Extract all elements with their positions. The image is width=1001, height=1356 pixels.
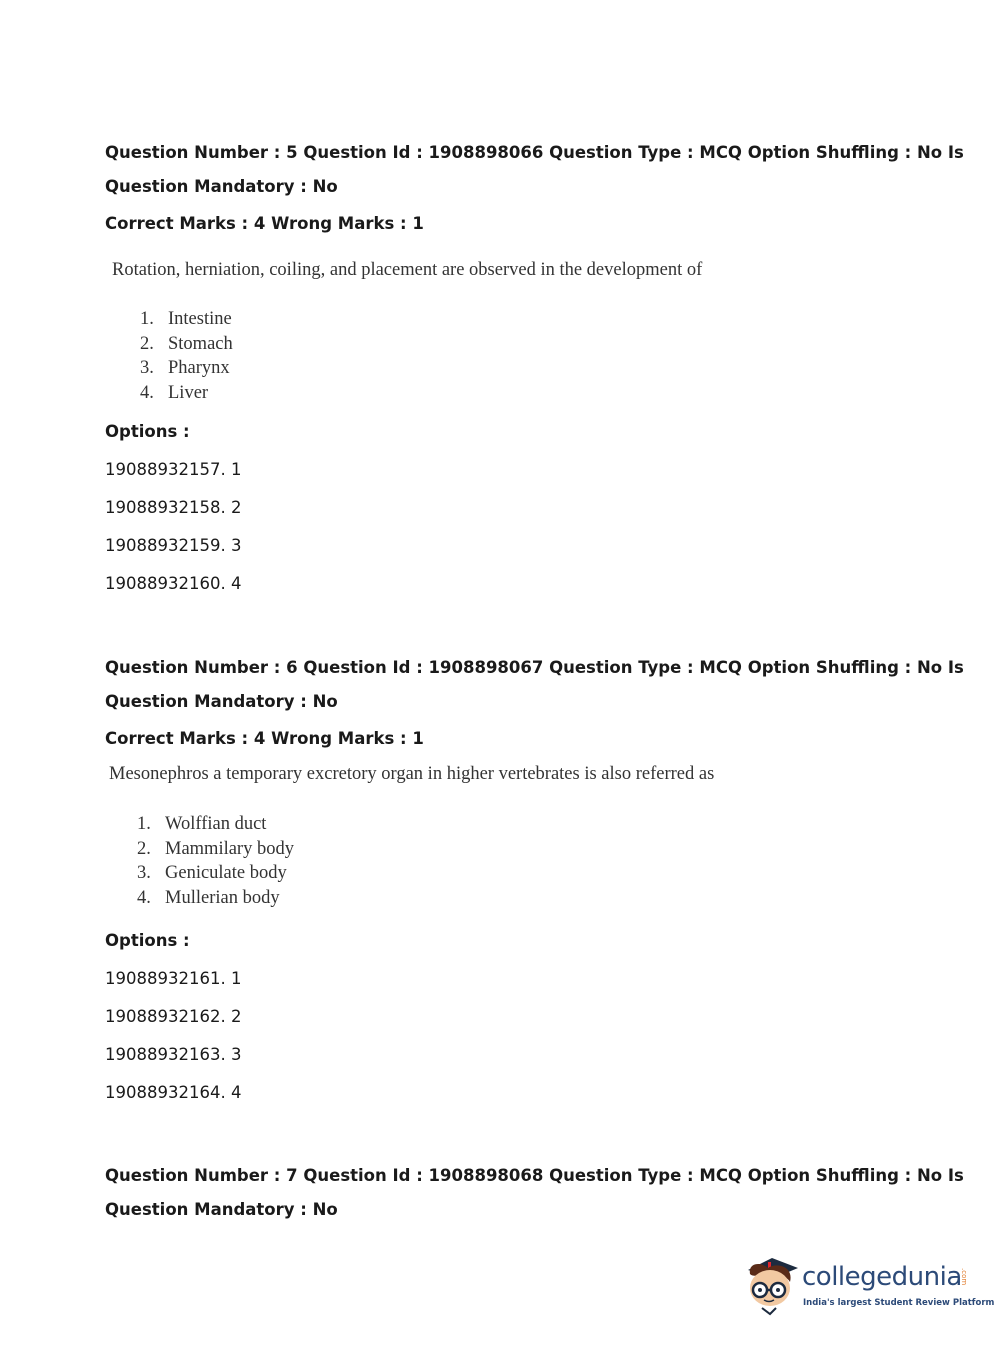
choice-item: [137, 886, 294, 911]
option-item: 19088932162. 2: [105, 1007, 242, 1026]
choice-item: [137, 837, 294, 862]
option-item: 19088932160. 4: [105, 574, 242, 593]
choice-text: Stomach: [168, 333, 233, 354]
choice-text: Mullerian body: [165, 887, 280, 908]
choice-number: 2.: [140, 333, 154, 354]
choice-number: 1.: [137, 814, 151, 834]
choice-number: 3.: [137, 863, 151, 883]
choice-text: Geniculate body: [165, 863, 287, 883]
question-5-choices: [140, 307, 233, 405]
question-5-options-label: Options :: [105, 422, 190, 441]
choice-number: 4.: [137, 887, 151, 908]
option-item: 19088932161. 1: [105, 969, 242, 988]
logo-tagline: India's largest Student Review Platform: [803, 1298, 995, 1308]
choice-item: [140, 356, 233, 381]
choice-item: [140, 381, 233, 406]
question-5-text: Rotation, herniation, coiling, and placement are observed in the development of: [112, 260, 703, 280]
collegedunia-logo: [742, 1248, 995, 1320]
choice-number: 4.: [140, 382, 154, 403]
student-mascot-icon: [742, 1248, 802, 1318]
choice-number: 1.: [140, 309, 154, 329]
question-6-marks: Correct Marks : 4 Wrong Marks : 1: [105, 729, 424, 748]
option-item: 19088932157. 1: [105, 460, 242, 479]
choice-text: Pharynx: [168, 358, 230, 378]
choice-number: 2.: [137, 838, 151, 859]
question-5-header: [105, 136, 964, 204]
question-header-line: Question Number : 5 Question Id : 1908898066 Question Type : MCQ Option Shuffling : No Is: [105, 143, 964, 162]
question-5-marks: Correct Marks : 4 Wrong Marks : 1: [105, 214, 424, 233]
question-mandatory-line: Question Mandatory : No: [105, 177, 338, 196]
choice-item: [137, 812, 294, 837]
question-6-choices: [137, 812, 294, 910]
question-6-header: [105, 651, 964, 719]
logo-domain-suffix: .com: [960, 1268, 968, 1286]
choice-item: [140, 332, 233, 357]
question-6-options-label: Options :: [105, 931, 190, 950]
logo-wordmark: collegedunia: [802, 1262, 962, 1292]
choice-text: Intestine: [168, 309, 232, 329]
choice-text: Wolffian duct: [165, 814, 267, 834]
option-item: 19088932159. 3: [105, 536, 242, 555]
question-6-text: Mesonephros a temporary excretory organ in higher vertebrates is also referred as: [109, 764, 715, 784]
choice-text: Mammilary body: [165, 838, 294, 859]
question-mandatory-line: Question Mandatory : No: [105, 1200, 338, 1219]
option-item: 19088932164. 4: [105, 1083, 242, 1102]
option-item: 19088932158. 2: [105, 498, 242, 517]
option-item: 19088932163. 3: [105, 1045, 242, 1064]
choice-text: Liver: [168, 382, 209, 403]
choice-item: [137, 861, 294, 886]
question-header-line: Question Number : 6 Question Id : 1908898067 Question Type : MCQ Option Shuffling : No Is: [105, 658, 964, 677]
question-header-line: Question Number : 7 Question Id : 1908898068 Question Type : MCQ Option Shuffling : No Is: [105, 1166, 964, 1185]
choice-item: [140, 307, 233, 332]
question-mandatory-line: Question Mandatory : No: [105, 692, 338, 711]
question-7-header: [105, 1159, 964, 1227]
choice-number: 3.: [140, 358, 154, 378]
